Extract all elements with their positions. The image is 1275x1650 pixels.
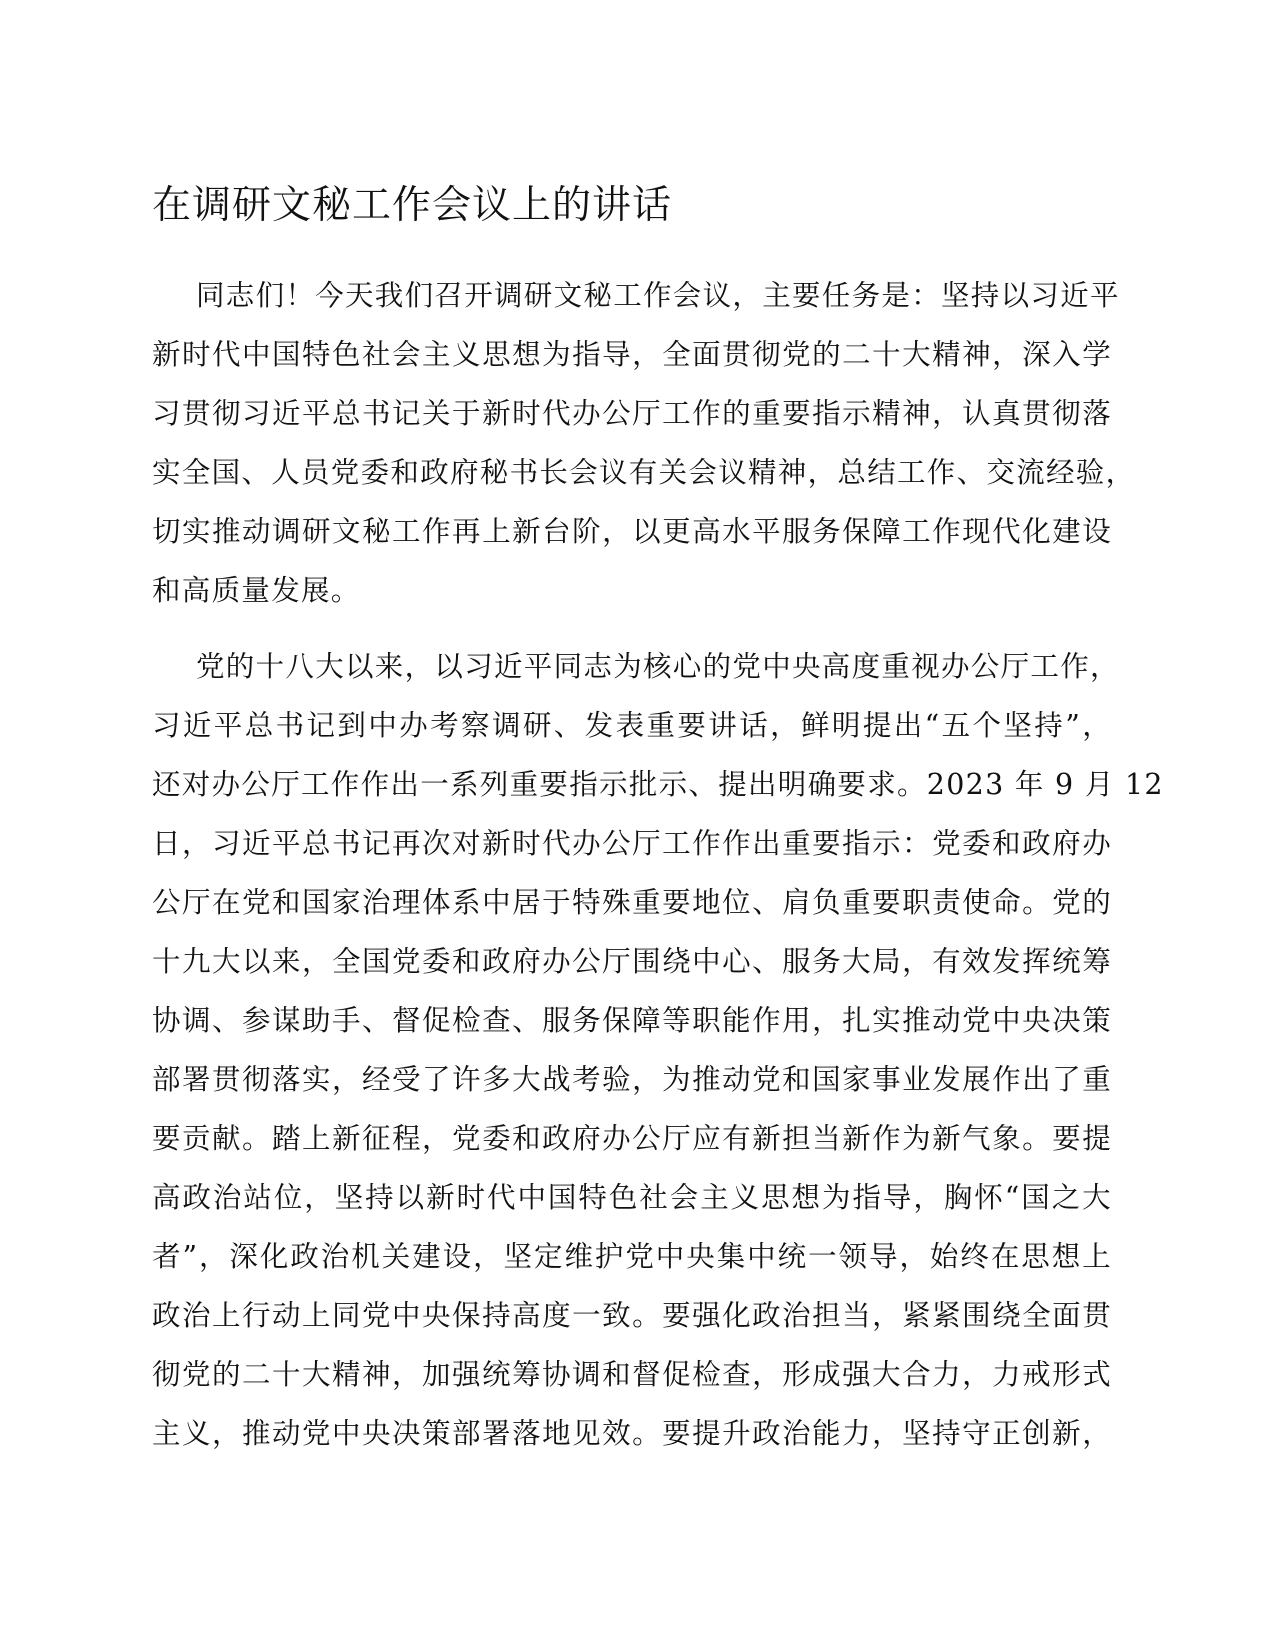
paragraph-line: 党的十八大以来，以习近平同志为核心的党中央高度重视办公厅工作， xyxy=(196,650,1120,683)
paragraph-line: 公厅在党和国家治理体系中居于特殊重要地位、肩负重要职责使命。党的 xyxy=(152,886,1112,919)
paragraph-line: 者”，深化政治机关建设，坚定维护党中央集中统一领导，始终在思想上 xyxy=(152,1240,1112,1273)
paragraph-line: 和高质量发展。 xyxy=(152,574,361,607)
paragraph-line: 十九大以来，全国党委和政府办公厅围绕中心、服务大局，有效发挥统筹 xyxy=(152,945,1112,978)
paragraph-line: 协调、参谋助手、督促检查、服务保障等职能作用，扎实推动党中央决策 xyxy=(152,1004,1112,1037)
paragraph-opening xyxy=(152,266,1136,620)
paragraph-line: 政治上行动上同党中央保持高度一致。要强化政治担当，紧紧围绕全面贯 xyxy=(152,1299,1112,1332)
paragraph-line: 要贡献。踏上新征程，党委和政府办公厅应有新担当新作为新气象。要提 xyxy=(152,1122,1112,1155)
paragraph-line: 习贯彻习近平总书记关于新时代办公厅工作的重要指示精神，认真贯彻落 xyxy=(152,397,1112,430)
paragraph-line: 新时代中国特色社会主义思想为指导，全面贯彻党的二十大精神，深入学 xyxy=(152,338,1112,371)
paragraph-line: 彻党的二十大精神，加强统筹协调和督促检查，形成强大合力，力戒形式 xyxy=(152,1358,1112,1391)
paragraph-background xyxy=(152,637,1164,1463)
paragraph-line: 切实推动调研文秘工作再上新台阶，以更高水平服务保障工作现代化建设 xyxy=(152,515,1112,548)
paragraph-line: 同志们！今天我们召开调研文秘工作会议，主要任务是：坚持以习近平 xyxy=(196,279,1120,312)
paragraph-line: 日，习近平总书记再次对新时代办公厅工作作出重要指示：党委和政府办 xyxy=(152,827,1112,860)
paragraph-line: 部署贯彻落实，经受了许多大战考验，为推动党和国家事业发展作出了重 xyxy=(152,1063,1112,1096)
paragraph-line: 主义，推动党中央决策部署落地见效。要提升政治能力，坚持守正创新， xyxy=(152,1417,1112,1450)
paragraph-line: 实全国、人员党委和政府秘书长会议有关会议精神，总结工作、交流经验， xyxy=(152,456,1136,489)
paragraph-line: 还对办公厅工作作出一系列重要指示批示、提出明确要求。2023 年 9 月 12 xyxy=(152,768,1164,801)
document-title: 在调研文秘工作会议上的讲话 xyxy=(152,183,673,228)
paragraph-line: 高政治站位，坚持以新时代中国特色社会主义思想为指导，胸怀“国之大 xyxy=(152,1181,1112,1214)
paragraph-line: 习近平总书记到中办考察调研、发表重要讲话，鲜明提出“五个坚持”， xyxy=(152,709,1112,742)
